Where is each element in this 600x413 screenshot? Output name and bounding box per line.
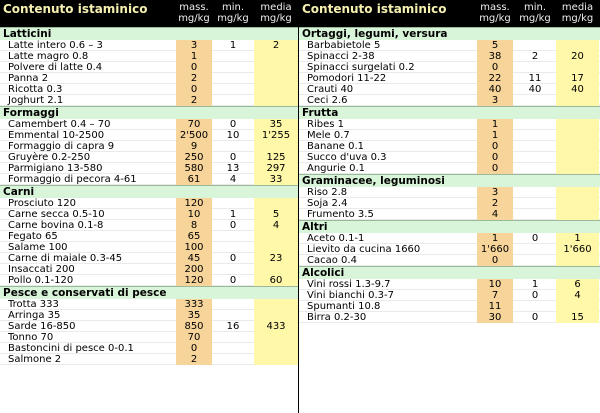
mass-value: 4 [477, 209, 513, 220]
mass-value: 38 [477, 51, 513, 62]
mass-value: 0 [477, 163, 513, 174]
min-value: 16 [226, 321, 240, 332]
media-value: 6 [556, 279, 599, 290]
min-value [214, 231, 252, 242]
table-row [0, 174, 298, 185]
media-value: 35 [254, 119, 298, 130]
table-row [299, 119, 600, 130]
min-value [214, 141, 252, 152]
media-value: 125 [254, 152, 298, 163]
media-value [254, 141, 298, 152]
mass-value: 1 [477, 130, 513, 141]
right-table [299, 0, 600, 413]
table-row [0, 209, 298, 220]
mass-value: 2 [176, 354, 212, 365]
food-name: Ribes 1 [307, 119, 344, 130]
food-name: Aceto 0.1-1 [307, 233, 365, 244]
table-row [0, 332, 298, 343]
table-row [0, 62, 298, 73]
mass-value: 7 [477, 290, 513, 301]
table-row [0, 141, 298, 152]
min-header [214, 2, 252, 24]
mass-value: 61 [176, 174, 212, 185]
table-row [0, 51, 298, 62]
mass-value: 0 [176, 343, 212, 354]
media-header [556, 2, 599, 24]
section-header: Graminacee, leguminosi [299, 174, 600, 187]
media-value [254, 343, 298, 354]
table-row [299, 233, 600, 244]
mass-value: 1 [477, 119, 513, 130]
min-value: 1 [531, 279, 539, 290]
media-value: 17 [556, 73, 599, 84]
media-value [254, 51, 298, 62]
table-row [299, 84, 600, 95]
min-value [214, 354, 252, 365]
food-name: Vini rossi 1.3-9.7 [307, 279, 391, 290]
media-value: 1'660 [556, 244, 599, 255]
media-value: 4 [254, 220, 298, 231]
media-header [254, 2, 298, 24]
left-table [0, 0, 299, 413]
min-value: 1 [229, 40, 237, 51]
media-value [254, 95, 298, 106]
food-name: Polvere di latte 0.4 [8, 62, 103, 73]
mass-value: 0 [477, 62, 513, 73]
mass-value: 200 [176, 264, 212, 275]
mass-value: 11 [477, 301, 513, 312]
food-name: Cacao 0.4 [307, 255, 357, 266]
media-value: 20 [556, 51, 599, 62]
mass-value: 45 [176, 253, 212, 264]
media-value [254, 310, 298, 321]
food-name: Camembert 0.4 – 70 [8, 119, 111, 130]
table-row [299, 130, 600, 141]
min-value [214, 84, 252, 95]
min-header-unit: mg/kg [217, 13, 249, 24]
food-name: Ceci 2.6 [307, 95, 348, 106]
section-header: Frutta [299, 106, 600, 119]
media-value [254, 62, 298, 73]
table-header [0, 0, 298, 27]
media-value: 60 [254, 275, 298, 286]
mass-header-unit: mg/kg [178, 13, 210, 24]
food-name: Insaccati 200 [8, 264, 75, 275]
food-name: Barbabietole 5 [307, 40, 381, 51]
table-row [0, 264, 298, 275]
media-value [254, 354, 298, 365]
min-value: 2 [531, 51, 539, 62]
media-value [556, 163, 599, 174]
mass-header-label: mass. [179, 2, 209, 13]
media-value [556, 62, 599, 73]
min-header [515, 2, 555, 24]
section-header: Altri [299, 220, 600, 233]
media-value: 40 [556, 84, 599, 95]
min-value: 0 [531, 312, 539, 323]
food-name: Salmone 2 [8, 354, 62, 365]
table-row [0, 343, 298, 354]
min-value: 0 [229, 220, 237, 231]
mass-value: 70 [176, 119, 212, 130]
media-value [556, 255, 599, 266]
min-value [515, 130, 555, 141]
mass-value: 0 [477, 141, 513, 152]
table-row [0, 152, 298, 163]
table-row [299, 163, 600, 174]
media-value: 1 [556, 233, 599, 244]
table-title: Contenuto istaminico [3, 2, 148, 16]
mass-value: 1'660 [477, 244, 513, 255]
media-value: 33 [254, 174, 298, 185]
mass-value: 10 [176, 209, 212, 220]
food-name: Crauti 40 [307, 84, 354, 95]
min-value: 0 [229, 152, 237, 163]
table-body [299, 27, 600, 323]
table-header [299, 0, 600, 27]
table-row [299, 152, 600, 163]
media-value: 15 [556, 312, 599, 323]
min-value [214, 198, 252, 209]
mass-value: 30 [477, 312, 513, 323]
mass-value: 2 [477, 198, 513, 209]
min-header-label: min. [221, 2, 245, 13]
table-row [0, 253, 298, 264]
media-value [254, 231, 298, 242]
section-header: Formaggi [0, 106, 298, 119]
table-row [299, 95, 600, 106]
mass-value: 22 [477, 73, 513, 84]
section-header: Latticini [0, 27, 298, 40]
table-row [299, 51, 600, 62]
min-value [515, 301, 555, 312]
table-row [0, 73, 298, 84]
min-value [214, 310, 252, 321]
min-value [515, 187, 555, 198]
media-value: 2 [254, 40, 298, 51]
min-value: 0 [229, 253, 237, 264]
media-value [254, 242, 298, 253]
mass-value: 1 [176, 51, 212, 62]
food-name: Fegato 65 [8, 231, 58, 242]
table-row [0, 220, 298, 231]
mass-value: 8 [176, 220, 212, 231]
min-value [515, 62, 555, 73]
min-value [515, 95, 555, 106]
food-name: Pollo 0.1-120 [8, 275, 74, 286]
min-value: 0 [229, 119, 237, 130]
table-row [0, 242, 298, 253]
mass-value: 333 [176, 299, 212, 310]
mass-value: 2 [176, 73, 212, 84]
table-body [0, 27, 298, 365]
food-name: Formaggio di capra 9 [8, 141, 115, 152]
section-header: Ortaggi, legumi, versura [299, 27, 600, 40]
min-value [214, 299, 252, 310]
food-name: Ricotta 0.3 [8, 84, 63, 95]
min-value [214, 332, 252, 343]
media-value: 4 [556, 290, 599, 301]
mass-value: 1 [477, 233, 513, 244]
min-header-unit: mg/kg [519, 13, 551, 24]
mass-header-unit: mg/kg [479, 13, 511, 24]
table-row [299, 279, 600, 290]
section-header: Alcolici [299, 266, 600, 279]
food-name: Spumanti 10.8 [307, 301, 381, 312]
food-name: Spinacci 2-38 [307, 51, 375, 62]
media-header-label: media [260, 2, 292, 13]
min-value [515, 163, 555, 174]
min-value: 40 [528, 84, 542, 95]
mass-header [477, 2, 513, 24]
food-name: Parmigiano 13-580 [8, 163, 103, 174]
min-value [515, 209, 555, 220]
mass-value: 0 [477, 152, 513, 163]
table-row [299, 301, 600, 312]
mass-value: 850 [176, 321, 212, 332]
food-name: Pomodori 11-22 [307, 73, 387, 84]
mass-value: 65 [176, 231, 212, 242]
food-name: Panna 2 [8, 73, 49, 84]
table-row [299, 40, 600, 51]
food-name: Carne secca 0.5-10 [8, 209, 105, 220]
min-value [214, 73, 252, 84]
table-row [299, 141, 600, 152]
food-name: Banane 0.1 [307, 141, 365, 152]
food-name: Tonno 70 [8, 332, 54, 343]
media-value [254, 264, 298, 275]
table-row [0, 163, 298, 174]
mass-value: 3 [477, 187, 513, 198]
food-name: Gruyère 0.2-250 [8, 152, 91, 163]
food-name: Carne bovina 0.1-8 [8, 220, 104, 231]
mass-value: 250 [176, 152, 212, 163]
min-value [214, 51, 252, 62]
media-value [254, 198, 298, 209]
min-value [515, 119, 555, 130]
media-value [556, 119, 599, 130]
table-row [299, 198, 600, 209]
table-row [0, 231, 298, 242]
food-name: Latte intero 0.6 – 3 [8, 40, 103, 51]
media-header-unit: mg/kg [561, 13, 594, 24]
media-value: 5 [254, 209, 298, 220]
min-value: 10 [226, 130, 240, 141]
table-row [0, 119, 298, 130]
table-row [0, 354, 298, 365]
food-name: Trotta 333 [8, 299, 59, 310]
food-name: Latte magro 0.8 [8, 51, 89, 62]
min-value [214, 343, 252, 354]
min-value: 1 [229, 209, 237, 220]
media-value [556, 187, 599, 198]
media-value [556, 301, 599, 312]
table-row [0, 130, 298, 141]
media-header-label: media [561, 2, 594, 13]
media-value [556, 198, 599, 209]
mass-value: 0 [176, 62, 212, 73]
table-row [299, 209, 600, 220]
media-value: 23 [254, 253, 298, 264]
food-name: Emmental 10-2500 [8, 130, 105, 141]
section-header: Carni [0, 185, 298, 198]
table-row [299, 290, 600, 301]
min-value: 4 [229, 174, 237, 185]
media-value [556, 141, 599, 152]
media-value [254, 84, 298, 95]
food-name: Joghurt 2.1 [8, 95, 64, 106]
food-name: Formaggio di pecora 4-61 [8, 174, 137, 185]
food-name: Succo d'uva 0.3 [307, 152, 387, 163]
min-value: 0 [229, 275, 237, 286]
media-value [254, 332, 298, 343]
table-row [0, 310, 298, 321]
food-name: Birra 0.2-30 [307, 312, 367, 323]
table-row [0, 40, 298, 51]
food-name: Bastoncini di pesce 0-0.1 [8, 343, 134, 354]
mass-value: 35 [176, 310, 212, 321]
mass-value: 2'500 [176, 130, 212, 141]
mass-value: 3 [477, 95, 513, 106]
table-row [0, 321, 298, 332]
min-value: 0 [531, 233, 539, 244]
min-value: 0 [531, 290, 539, 301]
food-name: Angurie 0.1 [307, 163, 365, 174]
mass-value: 120 [176, 198, 212, 209]
media-value [556, 152, 599, 163]
media-value [556, 40, 599, 51]
table-row [299, 187, 600, 198]
food-name: Mele 0.7 [307, 130, 350, 141]
mass-value: 100 [176, 242, 212, 253]
table-row [0, 84, 298, 95]
mass-value: 9 [176, 141, 212, 152]
min-value: 11 [528, 73, 542, 84]
mass-value: 0 [477, 255, 513, 266]
media-value: 1'255 [254, 130, 298, 141]
media-value: 433 [254, 321, 298, 332]
table-row [299, 73, 600, 84]
min-value [214, 242, 252, 253]
media-header-unit: mg/kg [260, 13, 292, 24]
mass-value: 3 [176, 40, 212, 51]
min-value: 13 [226, 163, 240, 174]
mass-value: 0 [176, 84, 212, 95]
mass-value: 5 [477, 40, 513, 51]
min-value [214, 95, 252, 106]
min-value [515, 141, 555, 152]
min-value [214, 62, 252, 73]
media-value [556, 130, 599, 141]
min-value [214, 264, 252, 275]
section-header: Pesce e conservati di pesce [0, 286, 298, 299]
table-row [0, 275, 298, 286]
media-value [254, 299, 298, 310]
min-value [515, 40, 555, 51]
mass-header-label: mass. [480, 2, 510, 13]
food-name: Sarde 16-850 [8, 321, 76, 332]
food-name: Arringa 35 [8, 310, 61, 321]
table-row [0, 299, 298, 310]
food-name: Lievito da cucina 1660 [307, 244, 421, 255]
mass-value: 120 [176, 275, 212, 286]
min-value [515, 152, 555, 163]
media-value [556, 95, 599, 106]
food-name: Riso 2.8 [307, 187, 348, 198]
food-name: Frumento 3.5 [307, 209, 374, 220]
food-name: Carne di maiale 0.3-45 [8, 253, 123, 264]
min-value [515, 198, 555, 209]
mass-value: 580 [176, 163, 212, 174]
min-value [515, 255, 555, 266]
mass-value: 70 [176, 332, 212, 343]
mass-header [176, 2, 212, 24]
media-value [254, 73, 298, 84]
table-row [299, 255, 600, 266]
food-name: Prosciuto 120 [8, 198, 76, 209]
table-title: Contenuto istaminico [302, 2, 447, 16]
table-row [299, 244, 600, 255]
food-name: Spinacci surgelati 0.2 [307, 62, 415, 73]
table-row [0, 198, 298, 209]
table-row [299, 312, 600, 323]
table-row [0, 95, 298, 106]
food-name: Vini bianchi 0.3-7 [307, 290, 394, 301]
media-value [556, 209, 599, 220]
min-value [515, 244, 555, 255]
min-header-label: min. [523, 2, 547, 13]
mass-value: 2 [176, 95, 212, 106]
food-name: Salame 100 [8, 242, 68, 253]
mass-value: 40 [477, 84, 513, 95]
media-value: 297 [254, 163, 298, 174]
mass-value: 10 [477, 279, 513, 290]
table-row [299, 62, 600, 73]
food-name: Soja 2.4 [307, 198, 348, 209]
